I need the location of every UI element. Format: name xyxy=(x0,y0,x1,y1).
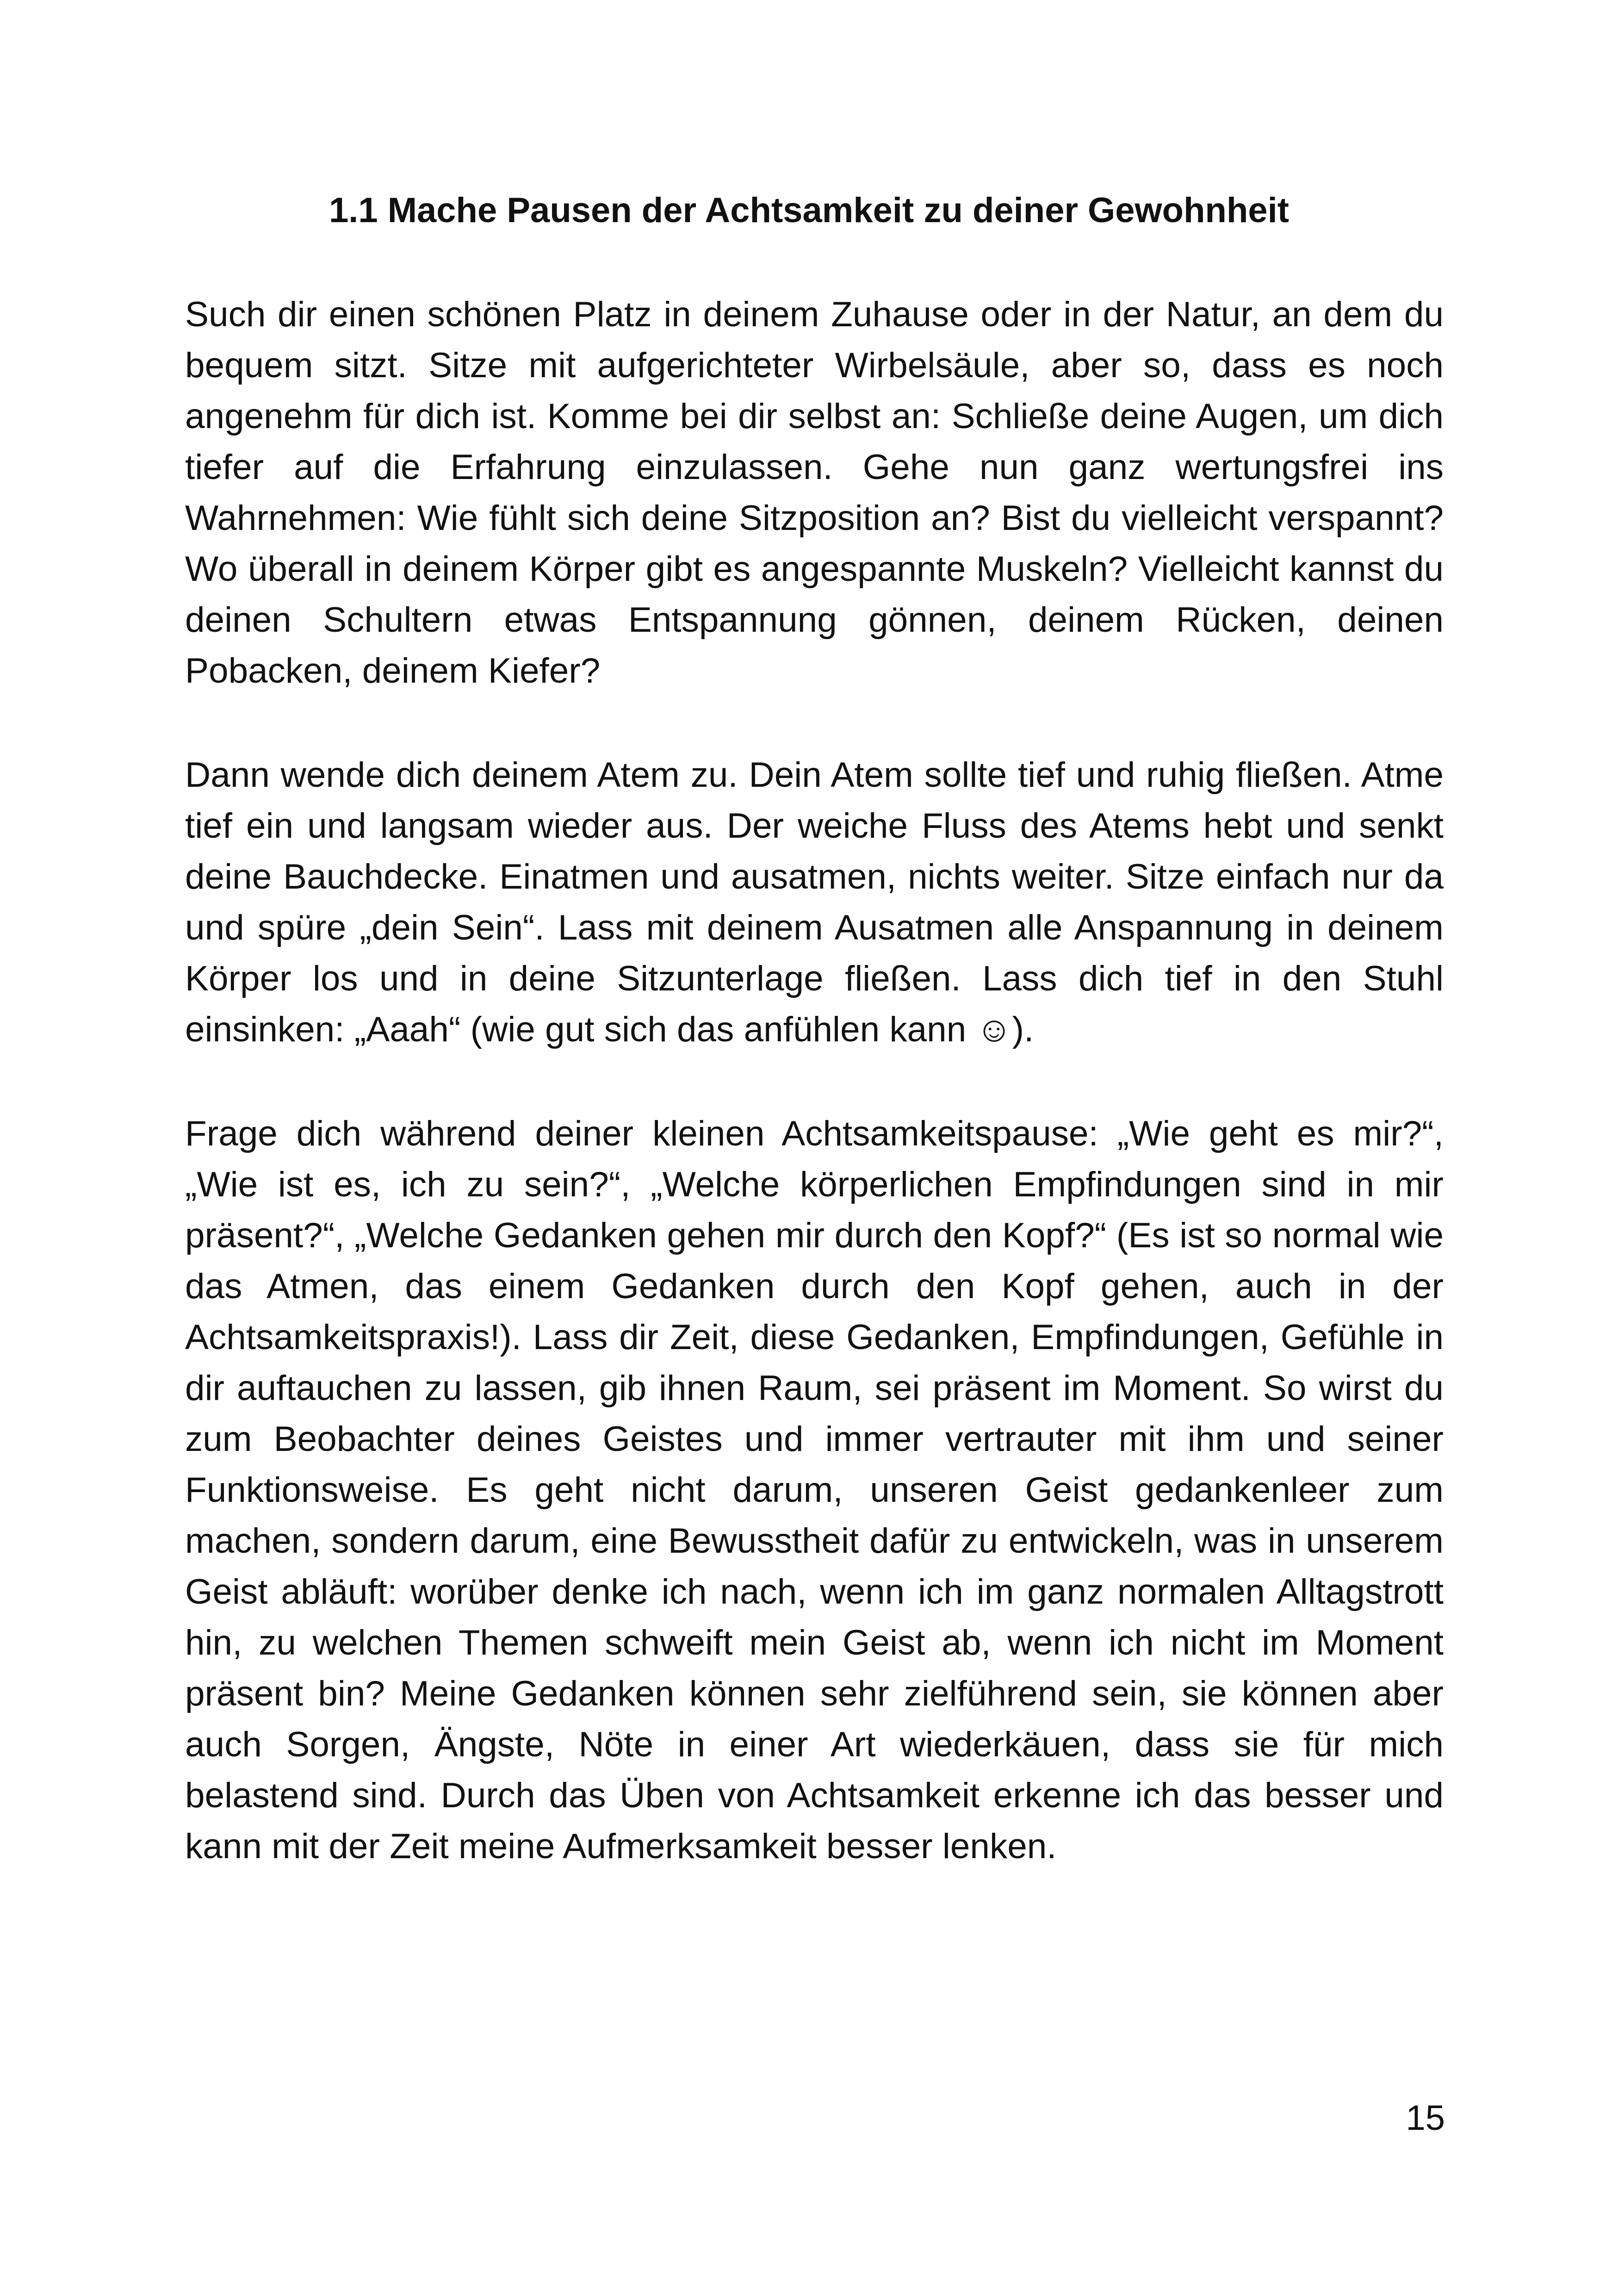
paragraph: Such dir einen schönen Platz in deinem Zuhause oder in der Natur, an dem du bequem sitzt. Sitze mit aufgerichteter Wirbelsäule, aber so, dass es noch angenehm für dich ist. Komme bei dir selbst an: Schließe deine Augen, um dich tiefer auf die Erfahrung einzulassen. Gehe nun ganz wertungsfrei ins Wahrnehmen: Wie fühlt sich deine Sitzposition an? Bist du vielleicht verspannt? Wo überall in deinem Körper gibt es angespannte Muskeln? Vielleicht kannst du deinen Schultern etwas Entspannung gönnen, deinem Rücken, deinen Pobacken, deinem Kiefer? xyxy=(185,295,1444,691)
paragraph: Frage dich während deiner kleinen Achtsamkeitspause: „Wie geht es mir?“, „Wie ist es, ich zu sein?“, „Welche körperlichen Empfindungen sind in mir präsent?“, „Welche Gedanken gehen mir durch den Kopf?“ (Es ist so normal wie das Atmen, das einem Gedanken durch den Kopf gehen, auch in der Achtsamkeitspraxis!). Lass dir Zeit, diese Gedanken, Empfindungen, Gefühle in dir auftauchen zu lassen, gib ihnen Raum, sei präsent im Moment. So wirst du zum Beobachter deines Geistes und immer vertrauter mit ihm und seiner Funktionsweise. Es geht nicht darum, unseren Geist gedankenleer zum machen, sondern darum, eine Bewusstheit dafür zu entwickeln, was in unserem Geist abläuft: worüber denke ich nach, wenn ich im ganz normalen Alltagstrott hin, zu welchen Themen schweift mein Geist ab, wenn ich nicht im Moment präsent bin? Meine Gedanken können sehr zielführend sein, sie können aber auch Sorgen, Ängste, Nöte in einer Art wiederkäuen, dass sie für mich belastend sind. Durch das Üben von Achtsamkeit erkenne ich das besser und kann mit der Zeit meine Aufmerksamkeit besser lenken. xyxy=(185,1114,1444,1866)
paragraph: Dann wende dich deinem Atem zu. Dein Atem sollte tief und ruhig fließen. Atme tief ein und langsam wieder aus. Der weiche Fluss des Atems hebt und senkt deine Bauchdecke. Einatmen und ausatmen, nichts weiter. Sitze einfach nur da und spüre „dein Sein“. Lass mit deinem Ausatmen alle Anspannung in deinem Körper los und in deine Sitzunterlage fließen. Lass dich tief in den Stuhl einsinken: „Aaah“ (wie gut sich das anfühlen kann ☺). xyxy=(185,755,1444,1049)
page-number: 15 xyxy=(1406,2098,1445,2138)
section-heading: 1.1 Mache Pausen der Achtsamkeit zu deiner Gewohnheit xyxy=(329,191,1289,230)
